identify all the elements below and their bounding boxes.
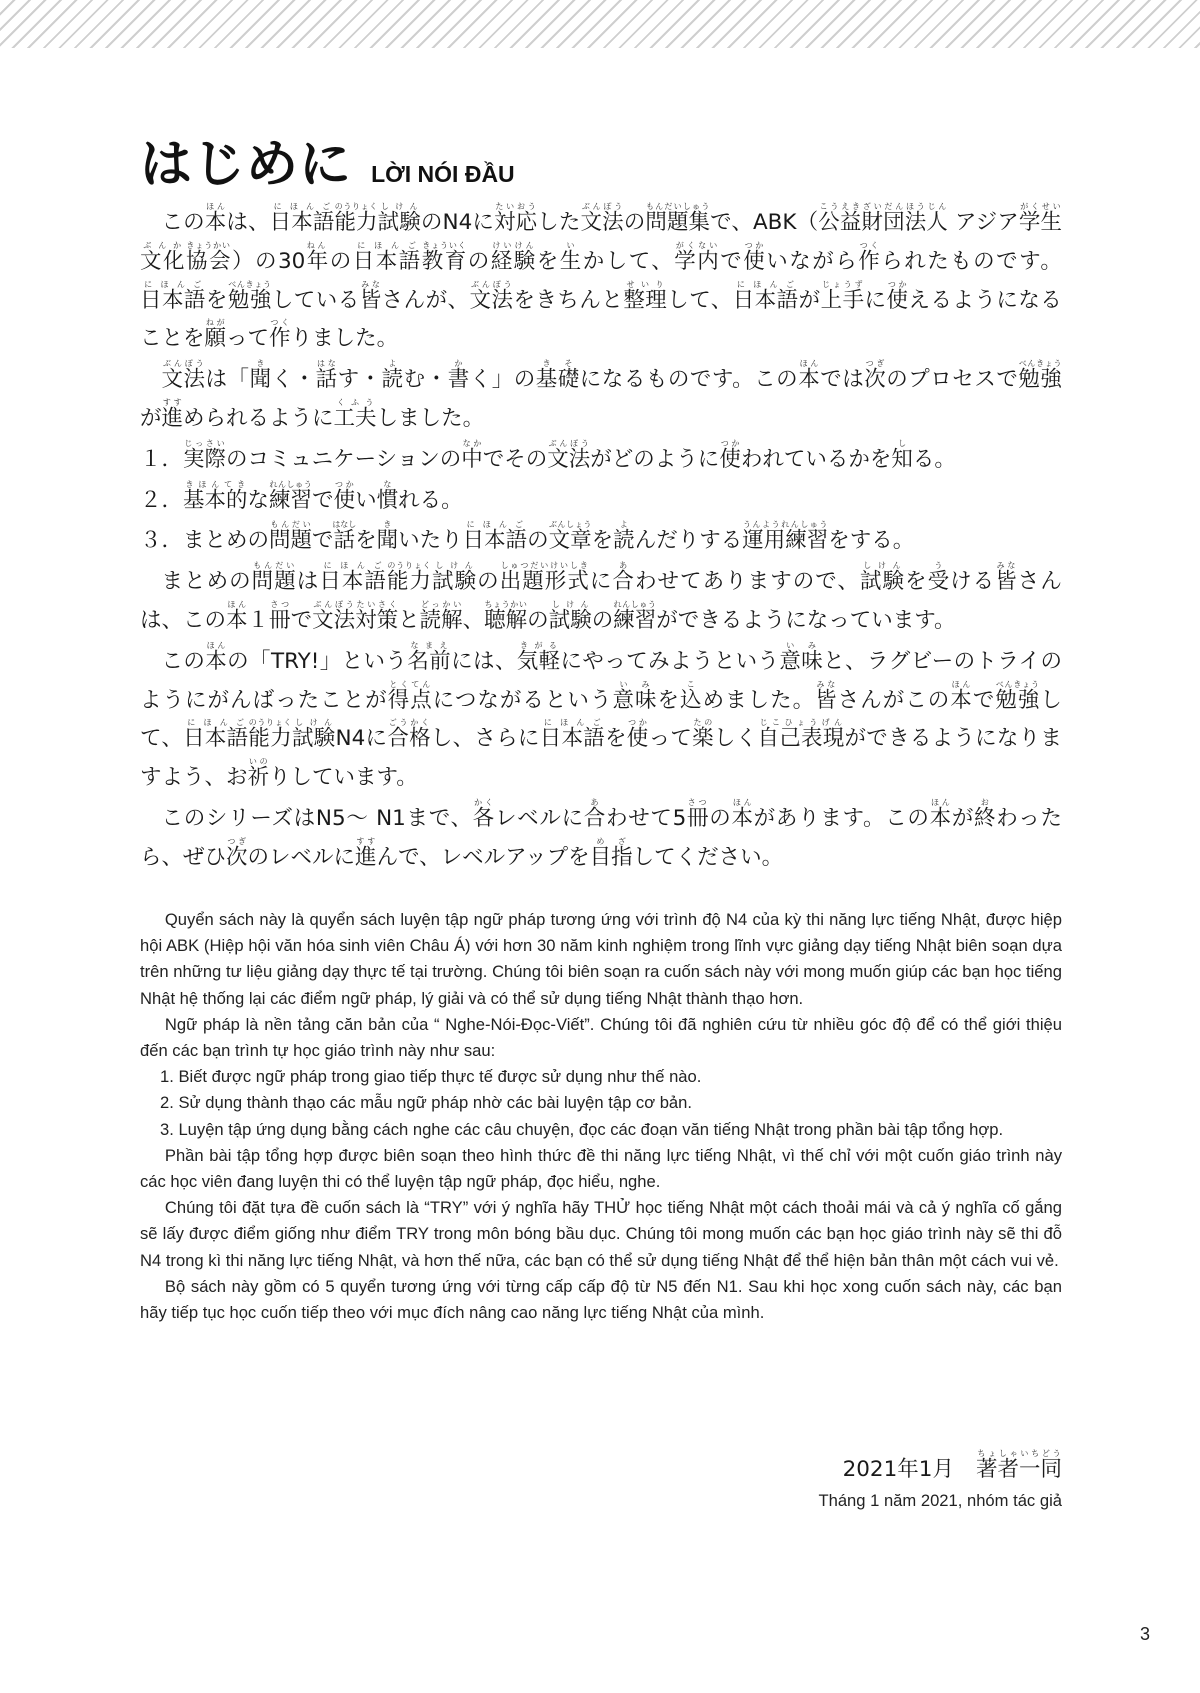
vi-paragraph: Ngữ pháp là nền tảng căn bản của “ Nghe-Nói-Đọc-Viết”. Chúng tôi đã nghiên cứu từ nhiều góc độ để có thể giới thiệu đến các bạn trình tự học giáo trình này như sau: (140, 1014, 1062, 1061)
furigana-word: 日本語にほんご (140, 279, 206, 313)
furigana-word: 次つぎ (864, 359, 887, 393)
furigana-word: 生い (559, 240, 583, 274)
vi-list-item: 1. Biết được ngữ pháp trong giao tiếp thực tế được sử dụng như thế nào. (160, 1067, 702, 1087)
furigana-word: 話はな (315, 359, 338, 393)
furigana-word: 得点とくてん (387, 679, 433, 713)
furigana-word: 教育きょういく (421, 240, 468, 274)
vi-paragraph: Chúng tôi đặt tựa đề cuốn sách là “TRY” với ý nghĩa hãy THỬ học tiếng Nhật một cách thoải mái và cả ý nghĩa cố gắng sẽ lấy được điểm giống như điểm TRY trong môn bóng bầu dục. Chúng tôi mong muốn các bạn học giáo trình này sẽ thi đỗ N4 trong kì thi năng lực tiếng Nhật, và hơn thế nữa, các bạn có thể sử dụng tiếng Nhật để thể hiện bản thân một cách vui vẻ. (140, 1198, 1062, 1270)
furigana-word: 経験けいけん (490, 240, 537, 274)
furigana-word: 冊さつ (686, 797, 710, 831)
furigana-word: 試験しけん (548, 599, 592, 633)
furigana-word: 受う (927, 561, 951, 595)
furigana-word: 使つか (719, 438, 741, 472)
furigana-word: 文章ぶんしょう (548, 520, 592, 554)
furigana-word: 意味いみ (779, 640, 824, 674)
vi-paragraph: Phần bài tập tổng hợp được biên soạn theo hình thức đề thi năng lực tiếng Nhật, vì thế chỉ với một cuốn giáo trình này các học viên đang luyện thi có thể luyện tập ngữ pháp, đọc hiểu, nghe. (140, 1145, 1062, 1192)
furigana-word: 祈いの (247, 757, 270, 791)
furigana-word: 合格ごうかく (387, 718, 431, 752)
jp-paragraph: １．実際じっさいのコミュニケーションの中なかでその文法ぶんぽうがどのように使つかわれているかを知しる。 (140, 438, 956, 472)
furigana-word: 整理せいり (623, 279, 668, 313)
furigana-word: 冊さつ (269, 599, 291, 633)
furigana-word: 文法ぶんぽう (161, 359, 206, 393)
page-heading (140, 122, 515, 202)
furigana-word: 知し (891, 438, 913, 472)
furigana-word: 進すす (355, 836, 377, 870)
furigana-word: 作つく (858, 240, 882, 274)
furigana-word: 試験しけん (859, 561, 906, 595)
furigana-word: 学内がくない (674, 240, 721, 274)
furigana-word: 日本語にほんご (732, 279, 799, 313)
furigana-word: 勉強べんきょう (995, 679, 1041, 713)
furigana-word: 本ほん (731, 797, 754, 831)
furigana-word: 運用練習うんようれんしゅう (742, 520, 829, 554)
furigana-word: 文法ぶんぽう (547, 438, 591, 472)
furigana-word: 皆みな (815, 679, 838, 713)
furigana-word: 公益財団法人こうえきざいだんほうじん (818, 202, 948, 235)
furigana-word: 本ほん (950, 679, 973, 713)
furigana-word: 聞き (376, 520, 399, 554)
jp-paragraph: この本ほんは、日本語にほんご能力のうりょく試験しけんのN4に対応たいおうした文法ぶんぽうの問題集もんだいしゅうで、ABK（公益財団法人こうえきざいだんほうじん アジア学生がくせい文化ぶんか協会きょうかい）の30年ねんの日本語にほんご教育きょういくの経験けいけんを生いかして、学内がくないで使つかいながら作つくられたものです。日本語にほんごを勉強べんきょうしている皆みなさんが、文法ぶんぽうをきちんと整理せいりして、日本語にほんごが上手じょうずに使つかえるようになることを願ねがって作つくりました。 (140, 202, 1062, 352)
furigana-word: 日本語にほんご (539, 718, 606, 752)
furigana-word: 試験しけん (432, 561, 478, 595)
furigana-word: 対応たいおう (494, 202, 538, 235)
signature-block (818, 1449, 1062, 1512)
jp-paragraph: 文法ぶんぽうは「聞きく・話はなす・読よむ・書かく」の基礎きそになるものです。この本ほんでは次つぎのプロセスで勉強べんきょうが進すすめられるように工夫くふうしました。 (140, 359, 1062, 431)
furigana-word: 勉強べんきょう (1018, 359, 1062, 393)
furigana-word: 日本語にほんご (319, 561, 387, 595)
furigana-word: 読よ (613, 520, 635, 554)
vi-paragraph: Quyển sách này là quyển sách luyện tập ngữ pháp tương ứng với trình độ N4 của kỳ thi năng lực tiếng Nhật, được hiệp hội ABK (Hiệp hội văn hóa sinh viên Châu Á) với hơn 30 năm kinh nghiệm trong lĩnh vực giảng dạy tiếng Nhật biên soạn dựa trên những tư liệu giảng dạy thực tế tại trường. Chúng tôi biên soạn ra cuốn sách này với mong muốn giúp các bạn học tiếng Nhật hệ thống lại các điểm ngữ pháp, lý giải và có thể sử dụng tiếng Nhật thành thạo hơn. (140, 910, 1062, 1008)
top-stripe-band (0, 0, 1200, 48)
furigana-word: 作つく (269, 318, 291, 352)
furigana-word: 文法ぶんぽう (312, 599, 356, 633)
furigana-word: 練習れんしゅう (613, 599, 657, 633)
jp-paragraph: この本ほんの「TRY!」という名前なまえには、気軽きがるにやってみようという意味いみと、ラグビーのトライのようにがんばったことが得点とくてんにつながるという意味いみを込こめました。皆みなさんがこの本ほんで勉強べんきょうして、日本語にほんご能力のうりょく試験しけんN4に合格ごうかくし、さらに日本語にほんごを使つかって楽たのしく自己表現じこひょうげんができるようになりますよう、お祈いのりしています。 (140, 640, 1062, 791)
furigana-word: 対策たいさく (355, 599, 399, 633)
furigana-word: 名前なまえ (407, 640, 452, 674)
furigana-word: 問題もんだい (251, 561, 297, 595)
furigana-word: 各かく (472, 797, 495, 831)
furigana-word: 本ほん (798, 359, 821, 393)
furigana-word: 基礎きそ (535, 359, 580, 393)
furigana-word: 能力のうりょく (386, 561, 433, 595)
furigana-word: 皆みな (995, 561, 1018, 595)
furigana-word: 書か (447, 359, 470, 393)
furigana-word: 中なか (461, 438, 483, 472)
signature-date: 2021年1月 (842, 1457, 954, 1482)
furigana-word: 本ほん (205, 640, 228, 674)
vi-list-item: 3. Luyện tập ứng dụng bằng cách nghe các câu chuyện, đọc các đoạn văn tiếng Nhật trong phần bài tập tổng hợp. (160, 1119, 1004, 1139)
furigana-word: 本ほん (929, 797, 952, 831)
furigana-word: 慣な (376, 479, 399, 513)
furigana-word: 使つか (743, 240, 767, 274)
furigana-word: 基本的きほんてき (183, 479, 248, 513)
furigana-word: 終お (974, 797, 997, 831)
furigana-word: 次つぎ (226, 836, 248, 870)
furigana-word: 能力のうりょく (248, 718, 292, 752)
furigana-word: 話はなし (332, 520, 357, 554)
title-vietnamese: LỜI NÓI ĐẦU (371, 161, 515, 187)
furigana-word: 皆みな (359, 279, 382, 313)
page-number: 3 (1139, 1624, 1150, 1644)
signature-vietnamese: Tháng 1 năm 2021, nhóm tác giả (818, 1491, 1062, 1510)
furigana-word: 合あ (612, 561, 635, 595)
furigana-word: 使つか (886, 279, 909, 313)
furigana-word: 日本語にほんご (269, 202, 335, 235)
furigana-word: 願ねが (204, 318, 227, 352)
furigana-word: 込こ (680, 679, 703, 713)
furigana-word: 聞き (249, 359, 272, 393)
furigana-word: 目指めざ (589, 836, 633, 870)
furigana-word: 日本語にほんご (352, 240, 422, 274)
furigana-word: 試験しけん (291, 718, 336, 752)
furigana-word: 使つか (626, 718, 649, 752)
jp-paragraph: ３．まとめの問題もんだいで話はなしを聞きいたり日本語にほんごの文章ぶんしょうを読よんだりする運用練習うんようれんしゅうをする。 (140, 520, 915, 554)
furigana-word: 上手じょうず (820, 279, 865, 313)
signature-japanese (818, 1449, 1062, 1490)
furigana-word: 学生がくせい (1018, 202, 1062, 235)
title-japanese: はじめに (140, 135, 353, 195)
furigana-word: 文法ぶんぽう (469, 279, 514, 313)
furigana-word: 工夫くふう (333, 397, 377, 431)
furigana-word: 実際じっさい (183, 438, 227, 472)
furigana-word: 年ねん (305, 240, 330, 274)
furigana-word: 出題形式しゅつだいけいしき (499, 561, 590, 595)
furigana-word: 進すす (161, 397, 184, 431)
vi-list-item: 2. Sử dụng thành thạo các mẫu ngữ pháp nhờ các bài luyện tập cơ bản. (160, 1093, 693, 1113)
furigana-word: 聴解ちょうかい (484, 599, 528, 633)
furigana-word: 能力のうりょく (334, 202, 378, 235)
furigana-word: 読解どっかい (419, 599, 463, 633)
furigana-word: 協会きょうかい (185, 240, 232, 274)
furigana-word: 読よ (381, 359, 404, 393)
furigana-word: 本ほん (204, 202, 227, 235)
jp-paragraph: このシリーズはN5～ N1まで、各かくレベルに合あわせて5冊さつの本ほんがあります。この本ほんが終おわったら、ぜひ次つぎのレベルに進すすんで、レベルアップを目指めざしてください。 (140, 797, 1062, 870)
furigana-word: 練習れんしゅう (269, 479, 313, 513)
furigana-word: 日本語にほんご (183, 718, 249, 752)
furigana-word: 問題集もんだいしゅう (645, 202, 711, 235)
furigana-word: 勉強べんきょう (227, 279, 272, 313)
furigana-word: 試験しけん (377, 202, 421, 235)
jp-paragraph: まとめの問題もんだいは日本語にほんご能力のうりょく試験しけんの出題形式しゅつだいけいしきに合あわせてありますので、試験しけんを受うける皆みなさんは、この本ほん１冊さつで文法ぶんぽう対策たいさくと読解どっかい、聴解ちょうかいの試験しけんの練習れんしゅうができるようになっています。 (140, 561, 1062, 633)
jp-paragraph: ２．基本的きほんてきな練習れんしゅうで使つかい慣なれる。 (140, 479, 463, 513)
japanese-preface (140, 202, 1062, 878)
furigana-word: 意味いみ (612, 679, 658, 713)
vi-paragraph: Bộ sách này gồm có 5 quyển tương ứng với từng cấp cấp độ từ N5 đến N1. Sau khi học xong cuốn sách này, các bạn hãy tiếp tục học cuốn tiếp theo với mục đích nâng cao năng lực tiếng Nhật của mình. (140, 1276, 1062, 1323)
furigana-word: 楽たの (692, 718, 714, 752)
furigana-word: 問題もんだい (269, 520, 313, 554)
furigana-word: 合あ (583, 797, 607, 831)
vietnamese-preface (140, 907, 1062, 1326)
furigana-word: 気軽きがる (516, 640, 561, 674)
furigana-word: 文法ぶんぽう (580, 202, 624, 235)
furigana-word: 文化ぶんか (140, 240, 186, 274)
furigana-word: 使つか (333, 479, 356, 513)
furigana-word: 本ほん (226, 599, 248, 633)
furigana-word: 自己表現じこひょうげん (757, 718, 845, 752)
furigana-word: 日本語にほんご (462, 520, 528, 554)
signature-author: 著者一同ちょしゃいちどう (975, 1449, 1062, 1482)
